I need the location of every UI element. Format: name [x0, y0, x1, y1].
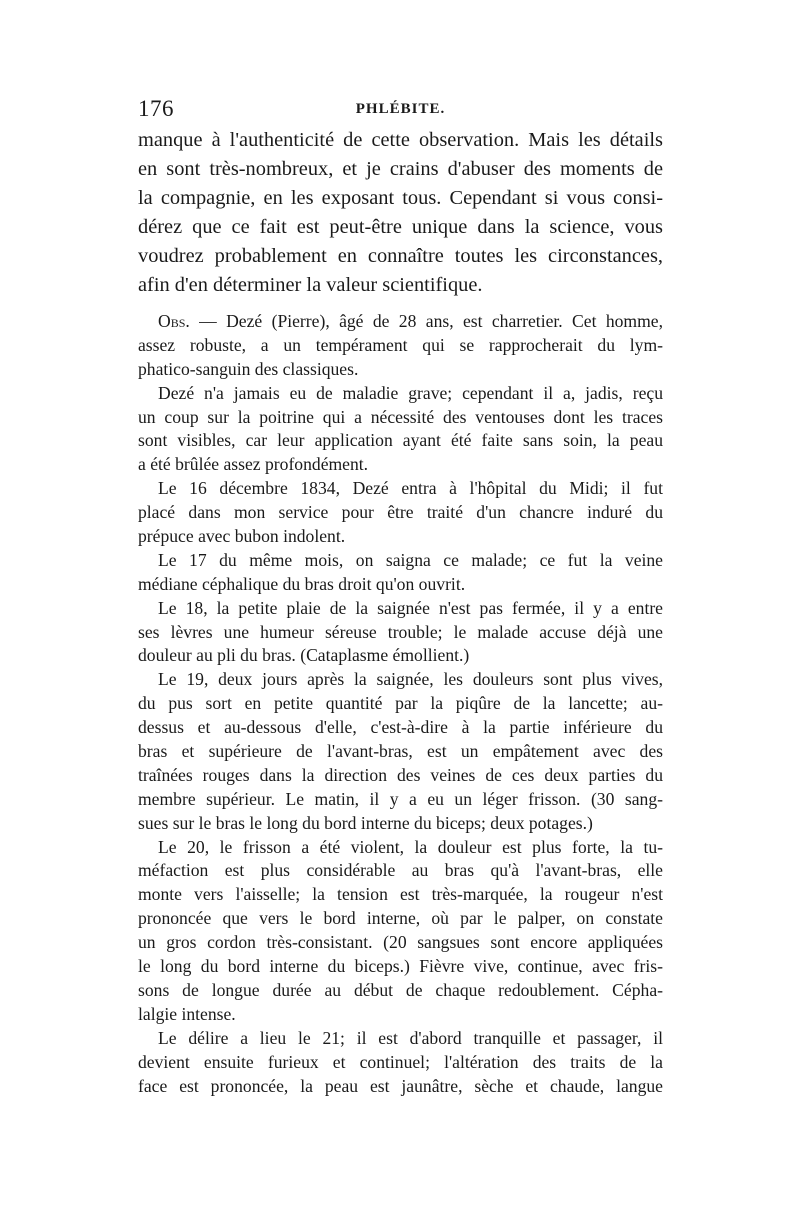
text-line: en sont très-nombreux, et je crains d'abuser des moments de	[138, 158, 663, 180]
text-line: membre supérieur. Le matin, il y a eu un léger frisson. (30 sang-	[138, 788, 663, 809]
text-line: un gros cordon très-consistant. (20 sangsues sont encore appliquées	[138, 932, 663, 953]
text-line: manque à l'authenticité de cette observation. Mais les détails	[138, 129, 663, 151]
text-line: traînées rouges dans la direction des veines de ces deux parties du	[138, 764, 663, 785]
intro-paragraph	[138, 126, 663, 300]
text-line: lalgie intense.	[138, 1003, 236, 1024]
text-line: prononcée que vers le bord interne, où par le palper, on constate	[138, 908, 663, 929]
observation-first-line	[138, 310, 663, 334]
text-line: a été brûlée assez profondément.	[138, 454, 369, 475]
text-line: monte vers l'aisselle; la tension est très-marquée, la rougeur n'est	[138, 884, 663, 905]
text-line: Le 18, la petite plaie de la saignée n'est pas fermée, il y a entre	[158, 597, 663, 618]
observation-first-line-text: — Dezé (Pierre), âgé de 28 ans, est charretier. Cet homme,	[199, 311, 663, 331]
text-line: un coup sur la poitrine qui a nécessité des ventouses dont les traces	[138, 406, 663, 427]
text-line: phatico-sanguin des classiques.	[138, 358, 359, 379]
page-number: 176	[138, 96, 174, 121]
text-line: Le délire a lieu le 21; il est d'abord tranquille et passager, il	[158, 1027, 663, 1048]
text-line: sues sur le bras le long du bord interne du biceps; deux potages.)	[138, 812, 593, 833]
text-line: médiane céphalique du bras droit qu'on ouvrit.	[138, 573, 466, 594]
text-line: voudrez probablement en connaître toutes les circonstances,	[138, 245, 663, 267]
text-line: dérez que ce fait est peut-être unique dans la science, vous	[138, 216, 663, 238]
text-line: assez robuste, a un tempérament qui se rapprocherait du lym-	[138, 334, 663, 355]
text-line: la compagnie, en les exposant tous. Cependant si vous consi-	[138, 187, 663, 209]
text-line: du pus sort en petite quantité par la piqûre de la lancette; au-	[138, 693, 663, 714]
text-line: face est prononcée, la peau est jaunâtre, sèche et chaude, langue	[138, 1075, 663, 1096]
running-title: PHLÉBITE.	[355, 101, 446, 117]
page-header	[138, 96, 663, 126]
text-line: prépuce avec bubon indolent.	[138, 526, 346, 547]
observation-section	[138, 310, 663, 1098]
text-line: sont visibles, car leur application ayant été faite sans soin, la peau	[138, 430, 663, 451]
text-line: le long du bord interne du biceps.) Fièvre vive, continue, avec fris-	[138, 956, 663, 977]
text-line: douleur au pli du bras. (Cataplasme émollient.)	[138, 645, 470, 666]
text-line: bras et supérieure de l'avant-bras, est un empâtement avec des	[138, 741, 663, 762]
text-line: Le 17 du même mois, on saigna ce malade; ce fut la veine	[158, 549, 663, 570]
text-line: afin d'en déterminer la valeur scientifique.	[138, 274, 483, 296]
text-line: Dezé n'a jamais eu de maladie grave; cependant il a, jadis, reçu	[158, 382, 663, 403]
text-line: dessus et au-dessous d'elle, c'est-à-dire à la partie inférieure du	[138, 717, 663, 738]
text-line: Le 16 décembre 1834, Dezé entra à l'hôpital du Midi; il fut	[158, 478, 663, 499]
text-line: devient ensuite furieux et continuel; l'altération des traits de la	[138, 1051, 663, 1072]
text-line: Le 20, le frisson a été violent, la douleur est plus forte, la tu-	[158, 836, 663, 857]
text-line: méfaction est plus considérable au bras qu'à l'avant-bras, elle	[138, 860, 663, 881]
observation-label: Obs.	[158, 311, 190, 331]
text-line: sons de longue durée au début de chaque redoublement. Cépha-	[138, 979, 663, 1000]
text-line: placé dans mon service pour être traité d'un chancre induré du	[138, 502, 663, 523]
text-line: ses lèvres une humeur séreuse trouble; le malade accuse déjà une	[138, 621, 663, 642]
text-line: Le 19, deux jours après la saignée, les douleurs sont plus vives,	[158, 669, 663, 690]
